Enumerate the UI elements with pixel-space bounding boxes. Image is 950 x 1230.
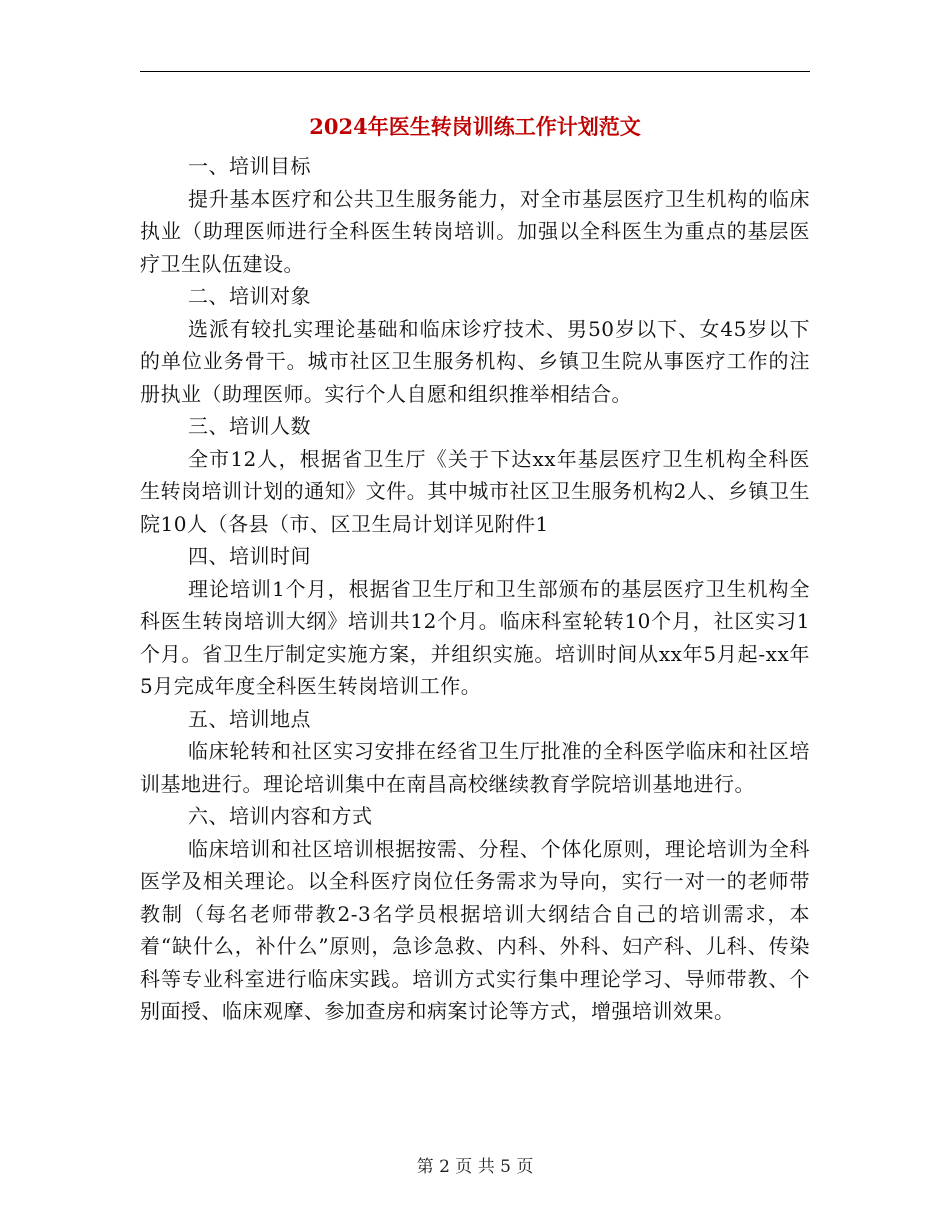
section-heading-target: 二、培训对象 — [188, 284, 311, 308]
section-heading-time: 四、培训时间 — [188, 544, 311, 568]
section-body-location: 临床轮转和社区实习安排在经省卫生厅批准的全科医学临床和社区培训基地进行。理论培训集中在南昌高校继续教育学院培训基地进行。 — [140, 739, 810, 796]
section-body-goal: 提升基本医疗和公共卫生服务能力，对全市基层医疗卫生机构的临床执业（助理医师进行全科医生转岗培训。加强以全科医生为重点的基层医疗卫生队伍建设。 — [140, 186, 810, 276]
section-body-content: 临床培训和社区培训根据按需、分程、个体化原则，理论培训为全科医学及相关理论。以全科医疗岗位任务需求为导向，实行一对一的老师带教制（每名老师带教2-3名学员根据培训大纲结合自己的培训需求，本着“缺什么，补什么”原则，急诊急救、内科、外科、妇产科、儿科、传染科等专业科室进行临床实践。培训方式实行集中理论学习、导师带教、个别面授、临床观摩、参加查房和病案讨论等方式，增强培训效果。 — [140, 836, 810, 1023]
section-body-time: 理论培训1个月，根据省卫生厅和卫生部颁布的基层医疗卫生机构全科医生转岗培训大纲》培训共12个月。临床科室轮转10个月，社区实习1个月。省卫生厅制定实施方案，并组织实施。培训时间从xx年5月起-xx年5月完成年度全科医生转岗培训工作。 — [140, 576, 810, 698]
section-body-target: 选派有较扎实理论基础和临床诊疗技术、男50岁以下、女45岁以下的单位业务骨干。城市社区卫生服务机构、乡镇卫生院从事医疗工作的注册执业（助理医师。实行个人自愿和组织推举相结合。 — [140, 316, 810, 406]
section-heading-content: 六、培训内容和方式 — [188, 804, 373, 828]
section-body-count: 全市12人，根据省卫生厅《关于下达xx年基层医疗卫生机构全科医生转岗培训计划的通知》文件。其中城市社区卫生服务机构2人、乡镇卫生院10人（各县（市、区卫生局计划详见附件1 — [140, 446, 810, 536]
section-heading-count: 三、培训人数 — [188, 414, 311, 438]
page-number: 第 2 页 共 5 页 — [416, 1157, 534, 1177]
document-body — [140, 150, 810, 1028]
header-rule — [140, 71, 810, 72]
document-title: 2024年医生转岗训练工作计划范文 — [309, 114, 641, 139]
section-heading-goal: 一、培训目标 — [188, 154, 311, 178]
section-heading-location: 五、培训地点 — [188, 706, 311, 731]
